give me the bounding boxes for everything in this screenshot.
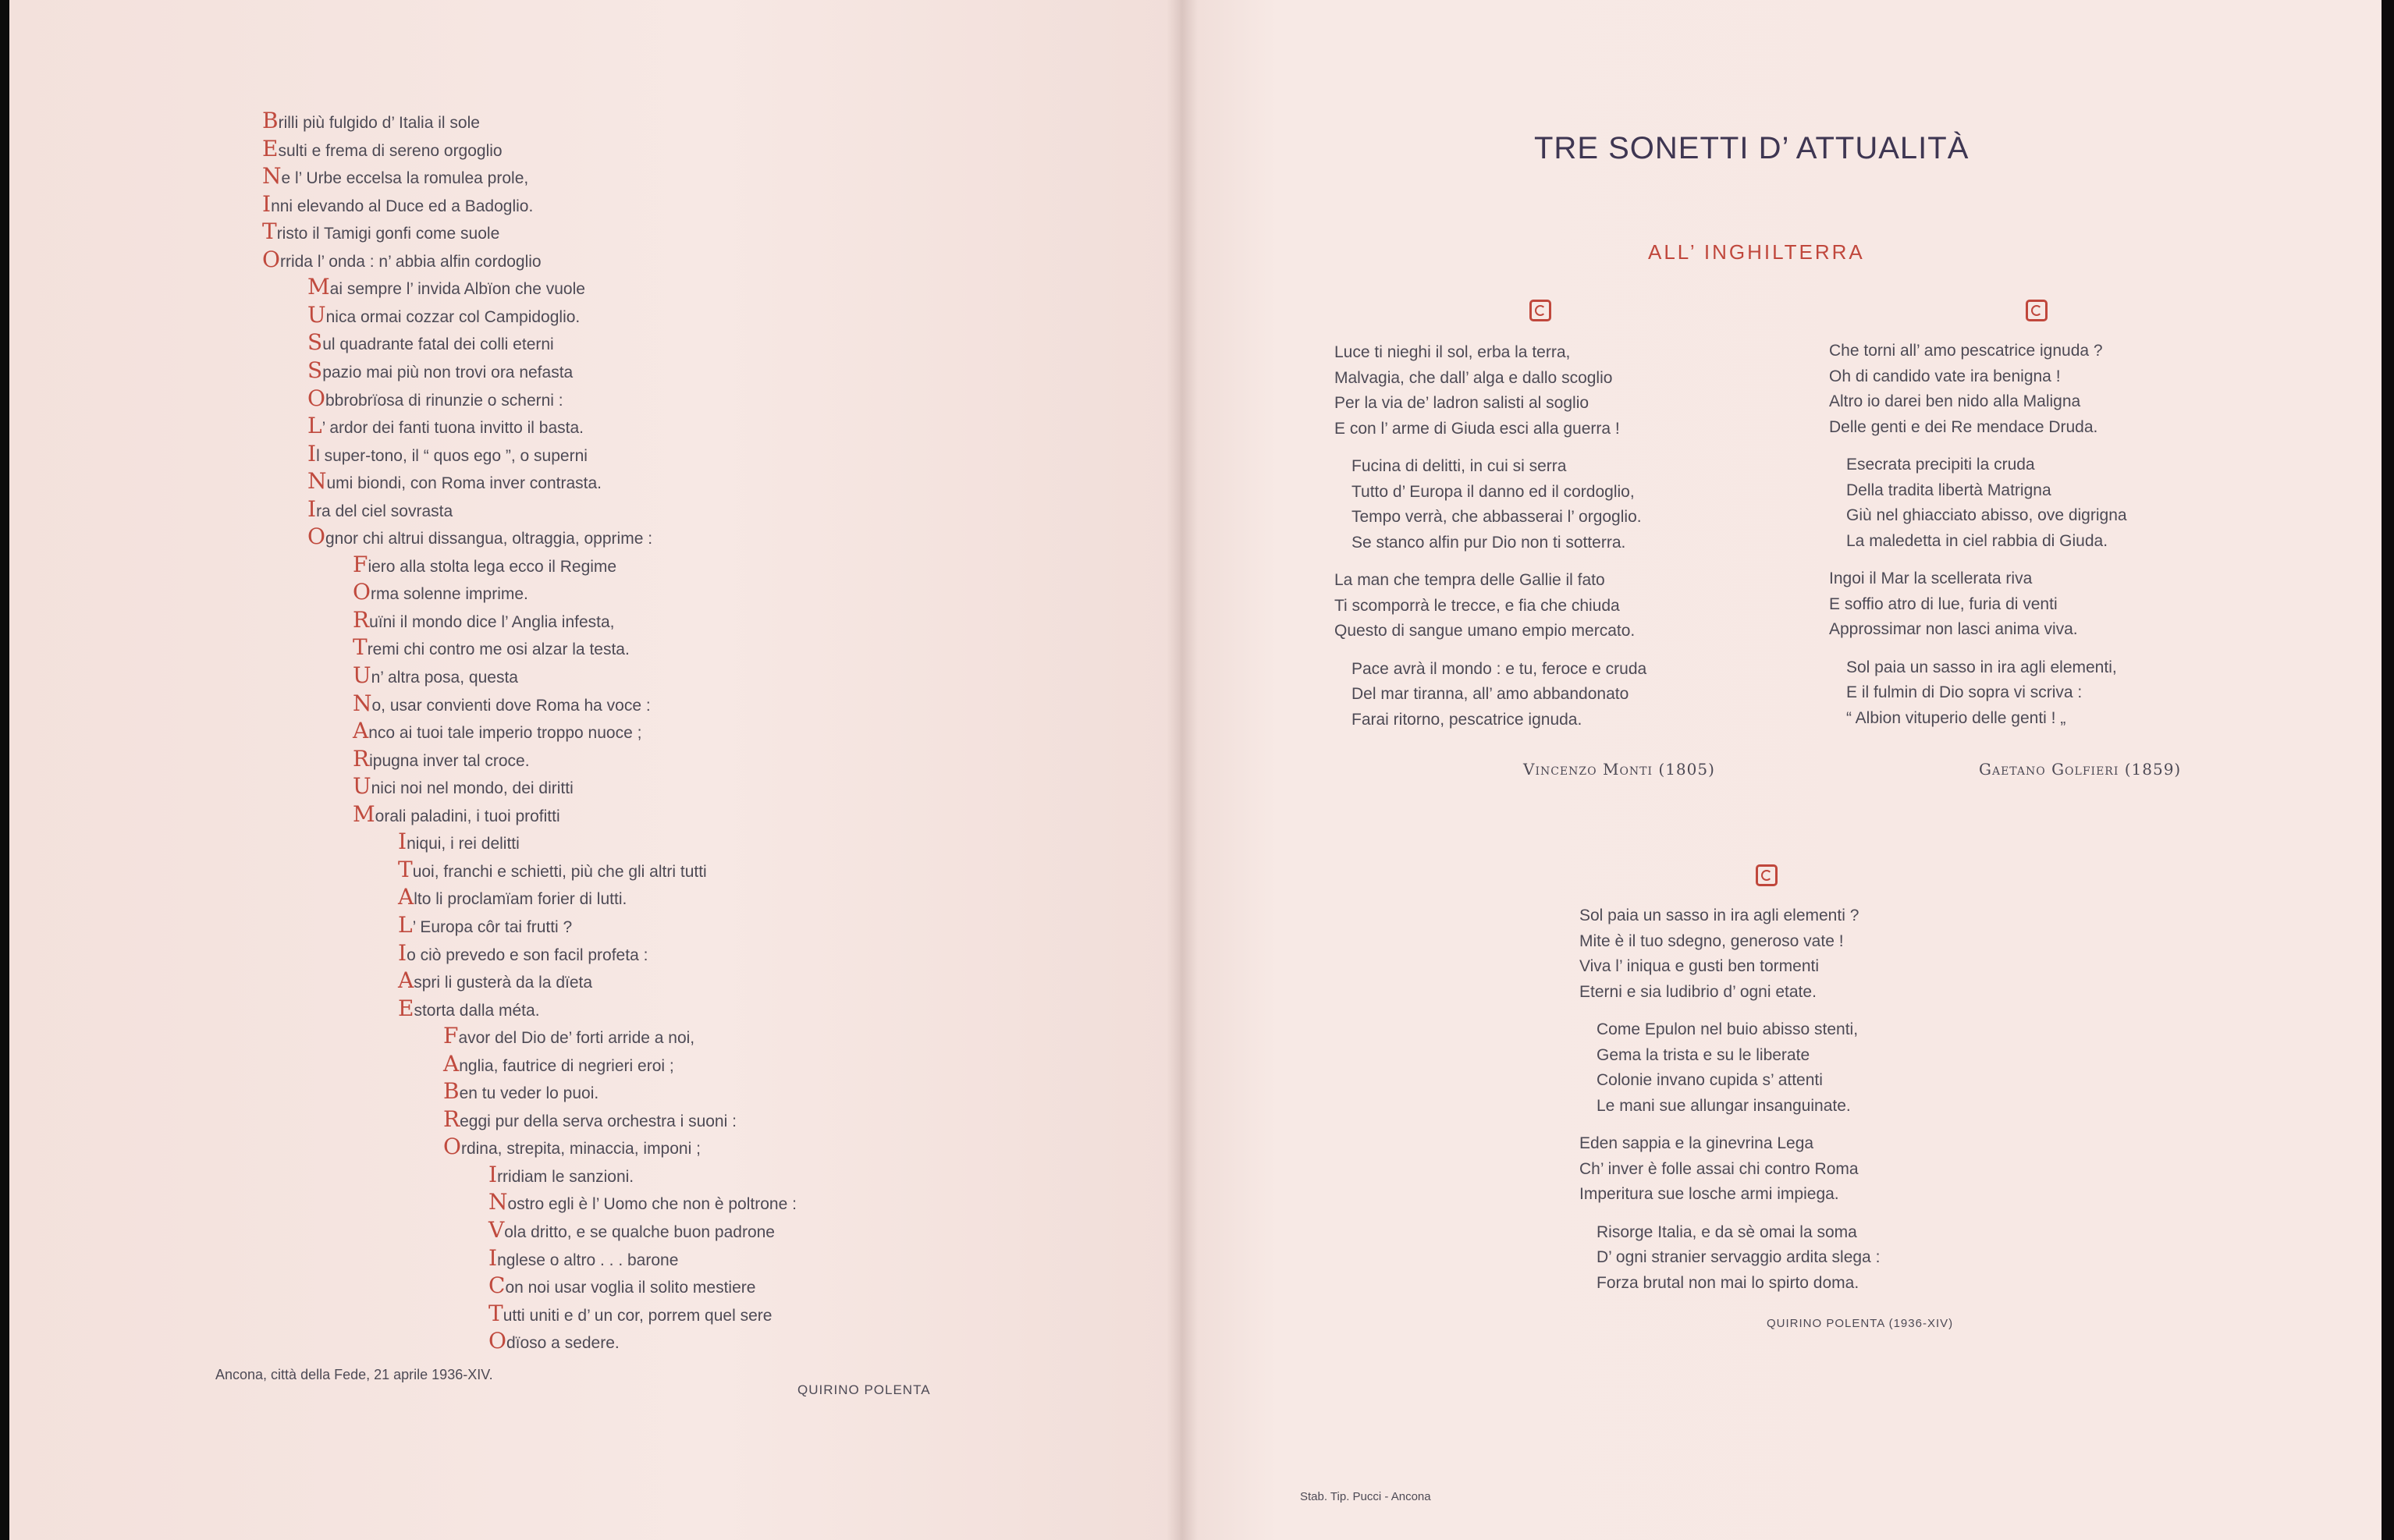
acrostic-initial: A	[398, 884, 414, 910]
acrostic-text: remi chi contro me osi alzar la testa.	[367, 640, 630, 659]
book-gutter	[1167, 0, 1198, 1540]
acrostic-line	[307, 385, 563, 414]
acrostic-line	[353, 579, 528, 608]
verse: Imperitura sue losche armi impiega.	[1579, 1185, 1839, 1203]
acrostic-text: ul quadrante fatal dei colli eterni	[322, 335, 554, 354]
stanza	[1829, 566, 2127, 643]
verse: Per la via de’ ladron salisti al soglio	[1334, 394, 1589, 412]
acrostic-initial: T	[488, 1300, 503, 1326]
acrostic-line	[307, 329, 554, 358]
acrostic-text: l super-tono, il “ quos ego ”, o superni	[316, 446, 588, 465]
stanza	[1829, 655, 2127, 732]
acrostic-text: iero alla stolta lega ecco il Regime	[368, 557, 617, 576]
acrostic-initial: O	[353, 579, 371, 605]
verse: Sol paia un sasso in ira agli elementi,	[1846, 658, 2117, 676]
acrostic-line	[488, 1245, 678, 1274]
verse: Colonie invano cupida s’ attenti	[1597, 1071, 1823, 1089]
acrostic-line	[353, 801, 560, 830]
verse: Del mar tiranna, all’ amo abbandonato	[1352, 685, 1629, 703]
acrostic-initial: M	[307, 274, 330, 300]
verse: Altro io darei ben nido alla Maligna	[1829, 392, 2081, 410]
acrostic-text: bbrobrïosa di rinunzie o scherni :	[325, 391, 563, 410]
acrostic-line	[398, 912, 572, 941]
acrostic-text: rilli più fulgido d’ Italia il sole	[278, 114, 480, 132]
acrostic-line	[398, 940, 648, 969]
acrostic-text: storta dalla méta.	[414, 1001, 540, 1020]
acrostic-line	[353, 552, 616, 580]
verse: Pace avrà il mondo : e tu, feroce e cruda	[1352, 659, 1647, 678]
acrostic-initial: O	[307, 523, 325, 550]
acrostic-initial: A	[443, 1050, 460, 1077]
acrostic-initial: N	[353, 690, 372, 716]
verse: Approssimar non lasci anima viva.	[1829, 620, 2078, 638]
acrostic-text: ’ Europa côr tai frutti ?	[412, 917, 573, 936]
stanza	[1579, 1220, 1880, 1297]
acrostic-text: nica ormai cozzar col Campidoglio.	[325, 307, 581, 326]
acrostic-line	[262, 108, 480, 137]
acrostic-initial: F	[353, 551, 368, 577]
acrostic-line	[353, 718, 641, 747]
verse: Malvagia, che dall’ alga e dallo scoglio	[1334, 368, 1613, 387]
acrostic-initial: M	[353, 800, 375, 827]
author-year: (1805)	[1658, 760, 1715, 779]
verse: Esecrata precipiti la cruda	[1846, 456, 2035, 474]
acrostic-initial: S	[307, 357, 323, 383]
verse: Tempo verrà, che abbasserai l’ orgoglio.	[1352, 508, 1642, 526]
acrostic-line	[307, 468, 602, 497]
acrostic-initial: A	[353, 718, 369, 744]
acrostic-text: ai sempre l’ invida Albïon che vuole	[329, 280, 585, 299]
acrostic-text: eggi pur della serva orchestra i suoni :	[460, 1112, 737, 1130]
stanza	[1829, 452, 2127, 554]
verse: Gema la trista e su le liberate	[1597, 1045, 1810, 1064]
ornament-icon	[1529, 300, 1551, 321]
acrostic-initial: I	[488, 1161, 498, 1187]
acrostic-text: ostro egli è l’ Uomo che non è poltrone :	[507, 1195, 797, 1214]
stanza	[1334, 568, 1646, 644]
verse: Come Epulon nel buio abisso stenti,	[1597, 1020, 1859, 1038]
acrostic-line	[398, 995, 540, 1024]
acrostic-text: ola dritto, e se qualche buon padrone	[504, 1223, 775, 1241]
acrostic-line	[488, 1217, 775, 1246]
verse: Eden sappia e la ginevrina Lega	[1579, 1134, 1814, 1152]
acrostic-text: rridiam le sanzioni.	[497, 1167, 634, 1186]
acrostic-initial: T	[262, 218, 277, 245]
acrostic-initial: N	[307, 468, 327, 495]
acrostic-initial: F	[443, 1023, 459, 1049]
stanza	[1579, 1131, 1880, 1208]
verse: E con l’ arme di Giuda esci alla guerra !	[1334, 419, 1620, 438]
verse: Delle genti e dei Re mendace Druda.	[1829, 417, 2098, 436]
acrostic-text: orali paladini, i tuoi profitti	[375, 807, 560, 825]
acrostic-line	[398, 857, 707, 885]
acrostic-text: nglese o altro . . . barone	[497, 1251, 679, 1269]
acrostic-text: nici noi nel mondo, dei diritti	[371, 779, 574, 798]
acrostic-line	[353, 662, 518, 691]
acrostic-text: utti uniti e d’ un cor, porrem quel sere	[503, 1306, 773, 1325]
author-name: Vincenzo Monti	[1523, 760, 1653, 779]
acrostic-line	[443, 1023, 694, 1052]
acrostic-initial: U	[307, 301, 326, 328]
acrostic-line	[262, 191, 533, 220]
verse: Se stanco alfin pur Dio non ti sotterra.	[1352, 533, 1626, 552]
verse: “ Albion vituperio delle genti ! „	[1846, 708, 2066, 727]
acrostic-initial: O	[488, 1328, 506, 1354]
acrostic-line	[262, 163, 528, 192]
acrostic-initial: I	[398, 939, 407, 966]
acrostic-line	[443, 1106, 737, 1135]
acrostic-initial: I	[262, 190, 272, 217]
acrostic-text: avor del Dio de’ forti arride a noi,	[458, 1029, 695, 1048]
acrostic-line	[307, 413, 584, 442]
acrostic-initial: R	[443, 1105, 460, 1132]
acrostic-text: dïoso a sedere.	[506, 1334, 620, 1353]
acrostic-line	[353, 634, 630, 663]
acrostic-line	[307, 274, 585, 303]
acrostic-text: o, usar convienti dove Roma ha voce :	[371, 696, 651, 715]
author-name: Gaetano Golfieri	[1979, 760, 2119, 779]
acrostic-text: risto il Tamigi gonfi come suole	[276, 225, 500, 243]
acrostic-text: ipugna inver tal croce.	[369, 751, 530, 770]
acrostic-text: gnor chi altrui dissangua, oltraggia, opprime :	[325, 530, 653, 548]
acrostic-line	[262, 218, 499, 247]
acrostic-text: en tu veder lo puoi.	[459, 1084, 599, 1103]
author-monti	[1523, 760, 1715, 779]
acrostic-line	[307, 496, 453, 525]
acrostic-line	[398, 884, 627, 913]
acrostic-initial: E	[262, 135, 279, 161]
acrostic-line	[488, 1300, 772, 1329]
verse: Giù nel ghiacciato abisso, ove digrigna	[1846, 506, 2127, 524]
acrostic-text: nglia, fautrice di negrieri eroi ;	[459, 1056, 674, 1075]
acrostic-line	[443, 1078, 598, 1107]
acrostic-line	[488, 1162, 634, 1190]
page-title: TRE SONETTI D’ ATTUALITÀ	[1534, 131, 1970, 165]
acrostic-initial: L	[307, 413, 322, 439]
verse: E soffio atro di lue, furia di venti	[1829, 594, 2058, 613]
verse: D’ ogni stranier servaggio ardita slega :	[1597, 1248, 1881, 1266]
acrostic-initial: N	[488, 1189, 508, 1215]
page-subtitle: ALL’ INGHILTERRA	[1648, 240, 1865, 264]
verse: Tutto d’ Europa il danno ed il cordoglio,	[1352, 482, 1635, 501]
place-date: Ancona, città della Fede, 21 aprile 1936-XIV.	[215, 1367, 493, 1382]
acrostic-line	[353, 690, 651, 719]
sonnet-monti	[1334, 340, 1646, 745]
acrostic-text: e l’ Urbe eccelsa la romulea prole,	[281, 169, 529, 188]
acrostic-text: sulti e frema di sereno orgoglio	[278, 141, 503, 160]
acrostic-initial: R	[353, 606, 370, 633]
right-page	[1180, 0, 2382, 1540]
acrostic-line	[307, 441, 588, 470]
printer-imprint: Stab. Tip. Pucci - Ancona	[1300, 1490, 1431, 1503]
left-signature: QUIRINO POLENTA	[797, 1382, 931, 1397]
verse: Sol paia un sasso in ira agli elementi ?	[1579, 907, 1859, 924]
verse: Risorge Italia, e da sè omai la soma	[1597, 1222, 1857, 1241]
author-polenta: QUIRINO POLENTA (1936-XIV)	[1767, 1317, 1954, 1330]
verse: Della tradita libertà Matrigna	[1846, 481, 2051, 499]
acrostic-text: pazio mai più non trovi ora nefasta	[322, 363, 574, 381]
stanza	[1579, 1017, 1880, 1119]
acrostic-initial: I	[398, 829, 407, 855]
acrostic-initial: A	[398, 967, 414, 994]
acrostic-initial: S	[307, 329, 323, 356]
acrostic-text: rrida l’ onda : n’ abbia alfin cordoglio	[279, 252, 542, 271]
acrostic-text: ra del ciel sovrasta	[316, 502, 453, 520]
verse: Forza brutal non mai lo spirto doma.	[1597, 1273, 1859, 1292]
acrostic-initial: T	[398, 856, 413, 882]
verse: Che torni all’ amo pescatrice ignuda ?	[1829, 342, 2103, 360]
acrostic-text: o ciò prevedo e son facil profeta :	[407, 946, 648, 964]
acrostic-initial: O	[307, 385, 325, 411]
acrostic-line	[262, 136, 503, 165]
acrostic-line	[353, 773, 574, 802]
acrostic-line	[443, 1134, 701, 1162]
sonnet-golfieri	[1829, 339, 2127, 743]
verse: Eterni e sia ludibrio d’ ogni etate.	[1579, 982, 1817, 1001]
acrostic-line	[488, 1328, 620, 1357]
acrostic-initial: I	[488, 1244, 498, 1271]
acrostic-text: lto li proclamïam forier di lutti.	[414, 890, 627, 909]
acrostic-initial: R	[353, 745, 370, 772]
acrostic-initial: V	[488, 1217, 505, 1243]
stanza	[1334, 454, 1646, 555]
acrostic-line	[398, 829, 520, 857]
acrostic-line	[262, 247, 542, 275]
acrostic-text: on noi usar voglia il solito mestiere	[505, 1279, 756, 1297]
acrostic-text: uoi, franchi e schietti, più che gli altri tutti	[412, 862, 707, 881]
stanza	[1579, 903, 1880, 1005]
acrostic-initial: I	[307, 495, 317, 522]
stanza	[1334, 657, 1646, 733]
acrostic-initial: T	[353, 634, 368, 661]
verse: Le mani sue allungar insanguinate.	[1597, 1096, 1851, 1115]
acrostic-text: niqui, i rei delitti	[407, 835, 520, 853]
acrostic-initial: L	[398, 911, 413, 938]
acrostic-line	[488, 1189, 797, 1218]
acrostic-line	[307, 302, 580, 331]
verse: La maledetta in ciel rabbia di Giuda.	[1846, 531, 2108, 550]
author-golfieri	[1979, 760, 2181, 779]
acrostic-line	[353, 607, 615, 636]
acrostic-initial: O	[443, 1134, 461, 1160]
verse: Oh di candido vate ira benigna !	[1829, 367, 2061, 385]
acrostic-initial: B	[262, 108, 279, 133]
verse: Luce ti nieghi il sol, erba la terra,	[1334, 343, 1571, 361]
acrostic-line	[488, 1272, 755, 1301]
acrostic-initial: N	[262, 163, 282, 190]
acrostic-initial: B	[443, 1078, 460, 1105]
acrostic-initial: O	[262, 246, 280, 272]
acrostic-line	[307, 357, 573, 386]
acrostic-text: uïni il mondo dice l’ Anglia infesta,	[369, 612, 615, 631]
ornament-icon	[1756, 864, 1778, 886]
acrostic-line	[353, 746, 530, 775]
acrostic-line	[443, 1051, 674, 1080]
acrostic-text: n’ altra posa, questa	[371, 669, 518, 687]
verse: Fucina di delitti, in cui si serra	[1352, 457, 1567, 475]
acrostic-text: rma solenne imprime.	[370, 585, 528, 604]
ornament-icon	[2026, 300, 2048, 321]
stanza	[1334, 340, 1646, 442]
acrostic-line	[398, 967, 592, 996]
author-year: (1859)	[2124, 760, 2182, 779]
acrostic-initial: I	[307, 440, 317, 467]
verse: La man che tempra delle Gallie il fato	[1334, 571, 1605, 589]
acrostic-text: rdina, strepita, minaccia, imponi ;	[460, 1140, 701, 1159]
acrostic-text: umi biondi, con Roma inver contrasta.	[326, 474, 602, 493]
verse: Mite è il tuo sdegno, generoso vate !	[1579, 931, 1844, 950]
acrostic-text: nco ai tuoi tale imperio troppo nuoce ;	[368, 724, 642, 743]
acrostic-text: nni elevando al Duce ed a Badoglio.	[271, 197, 534, 215]
acrostic-text: ’ ardor dei fanti tuona invitto il basta.	[321, 419, 584, 438]
acrostic-initial: U	[353, 662, 371, 688]
verse: Questo di sangue umano empio mercato.	[1334, 622, 1636, 640]
acrostic-initial: C	[488, 1272, 506, 1299]
stanza	[1829, 339, 2127, 440]
acrostic-initial: U	[353, 773, 371, 800]
sonnet-polenta	[1579, 903, 1880, 1308]
verse: Farai ritorno, pescatrice ignuda.	[1352, 710, 1582, 729]
acrostic-text: spri li gusterà da la dïeta	[414, 974, 593, 992]
acrostic-initial: E	[398, 995, 414, 1021]
verse: Ch’ inver è folle assai chi contro Roma	[1579, 1159, 1859, 1178]
verse: E il fulmin di Dio sopra vi scriva :	[1846, 683, 2083, 701]
verse: Ingoi il Mar la scellerata riva	[1829, 570, 2033, 587]
verse: Viva l’ iniqua e gusti ben tormenti	[1579, 957, 1820, 975]
verse: Ti scomporrà le trecce, e fia che chiuda	[1334, 596, 1620, 615]
acrostic-line	[307, 523, 652, 552]
